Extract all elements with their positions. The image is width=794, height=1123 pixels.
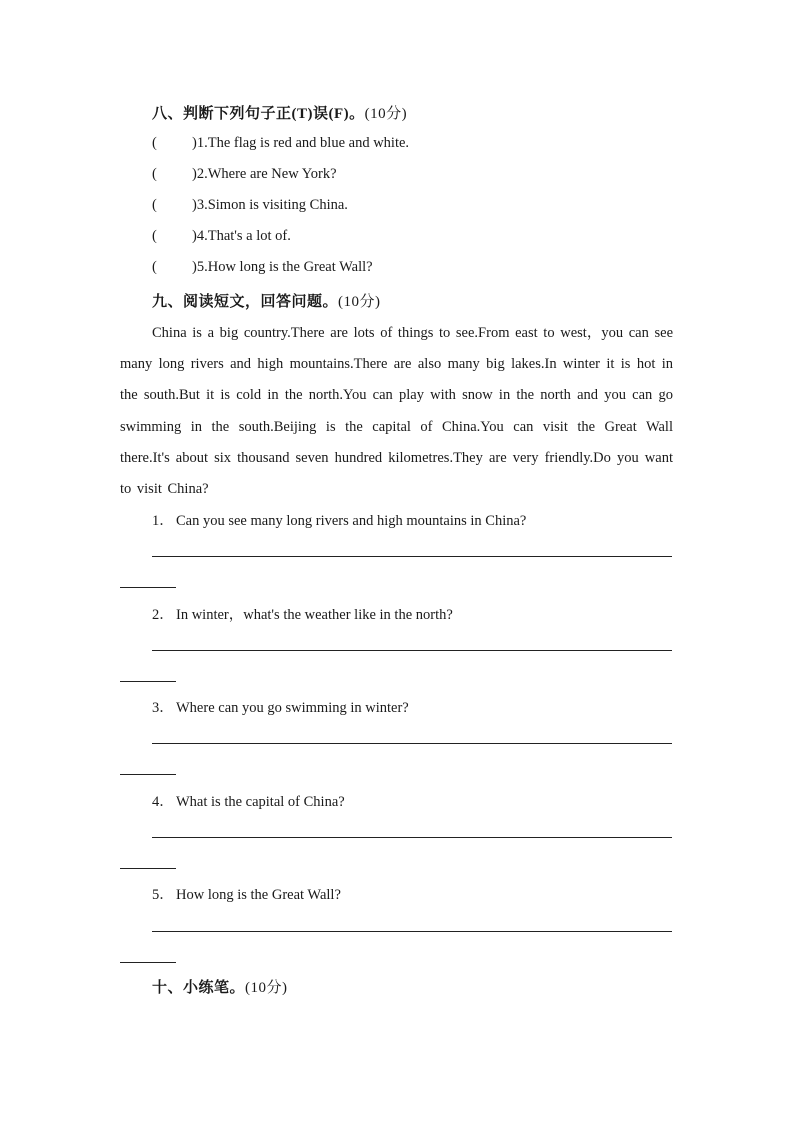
section-9-score: (10分) [338, 294, 381, 310]
question-text: What is the capital of China? [176, 794, 345, 810]
tf-item-text: 1.The flag is red and blue and white. [196, 135, 410, 151]
section-9-title-text: 九、阅读短文，回答问题。 [152, 294, 339, 310]
answer-line[interactable] [152, 650, 672, 651]
question-3 [152, 696, 409, 717]
tf-item-text: 3.Simon is visiting China. [196, 197, 348, 213]
tf-item-5 [152, 259, 373, 276]
tf-paren-open: ( [152, 197, 157, 213]
tf-paren-close: ) [192, 259, 197, 275]
answer-line-continuation[interactable] [120, 587, 176, 588]
tf-paren-close: ) [192, 135, 197, 151]
question-text: Can you see many long rivers and high mountains in China? [176, 513, 527, 529]
answer-line-continuation[interactable] [120, 681, 176, 682]
answer-line[interactable] [152, 556, 672, 557]
tf-paren-open: ( [152, 135, 157, 151]
tf-paren-open: ( [152, 259, 157, 275]
section-8-title-text: 八、判断下列句子正(T)误(F)。 [152, 106, 365, 122]
answer-line-continuation[interactable] [120, 962, 176, 963]
question-1 [152, 509, 526, 530]
tf-item-text: 2.Where are New York? [196, 166, 337, 182]
tf-item-text: 5.How long is the Great Wall? [196, 259, 373, 275]
tf-item-text: 4.That's a lot of. [196, 228, 291, 244]
section-8-score: (10分) [364, 106, 408, 122]
tf-item-3 [152, 197, 348, 214]
question-text: In winter，what's the weather like in the north? [176, 607, 453, 623]
tf-paren-close: ) [192, 228, 197, 244]
question-number: 5． [152, 887, 174, 903]
section-8-title [152, 102, 407, 123]
question-number: 1． [152, 513, 174, 529]
question-text: How long is the Great Wall? [176, 887, 341, 903]
tf-item-1 [152, 135, 409, 152]
question-number: 3． [152, 700, 174, 716]
reading-passage: China is a big country.There are lots of things to see.From east to west，you can see many long rivers and high mountains.There are also many big lakes.In winter it is hot in the south.But it is cold in the north.You can play with snow in the north and you can go swimming in the south.Beijing is the capital of China.You can visit the Great Wall there.It's about six thousand seven hundred kilometres.They are very friendly.Do you want to visit China? [120, 325, 673, 498]
answer-line[interactable] [152, 931, 672, 932]
section-10-title-text: 十、小练笔。 [152, 980, 246, 996]
question-2 [152, 603, 453, 624]
answer-line[interactable] [152, 743, 672, 744]
question-4 [152, 790, 345, 811]
question-number: 2． [152, 607, 174, 623]
answer-line-continuation[interactable] [120, 868, 176, 869]
tf-paren-close: ) [192, 166, 197, 182]
tf-paren-open: ( [152, 228, 157, 244]
tf-item-4 [152, 228, 291, 245]
question-number: 4． [152, 794, 174, 810]
tf-item-2 [152, 166, 337, 183]
section-10-score: (10分) [245, 980, 288, 996]
section-9-title [152, 290, 381, 311]
tf-paren-close: ) [192, 197, 197, 213]
section-10-title [152, 976, 288, 997]
question-5 [152, 883, 341, 904]
tf-paren-open: ( [152, 166, 157, 182]
question-text: Where can you go swimming in winter? [176, 700, 409, 716]
answer-line-continuation[interactable] [120, 774, 176, 775]
answer-line[interactable] [152, 837, 672, 838]
